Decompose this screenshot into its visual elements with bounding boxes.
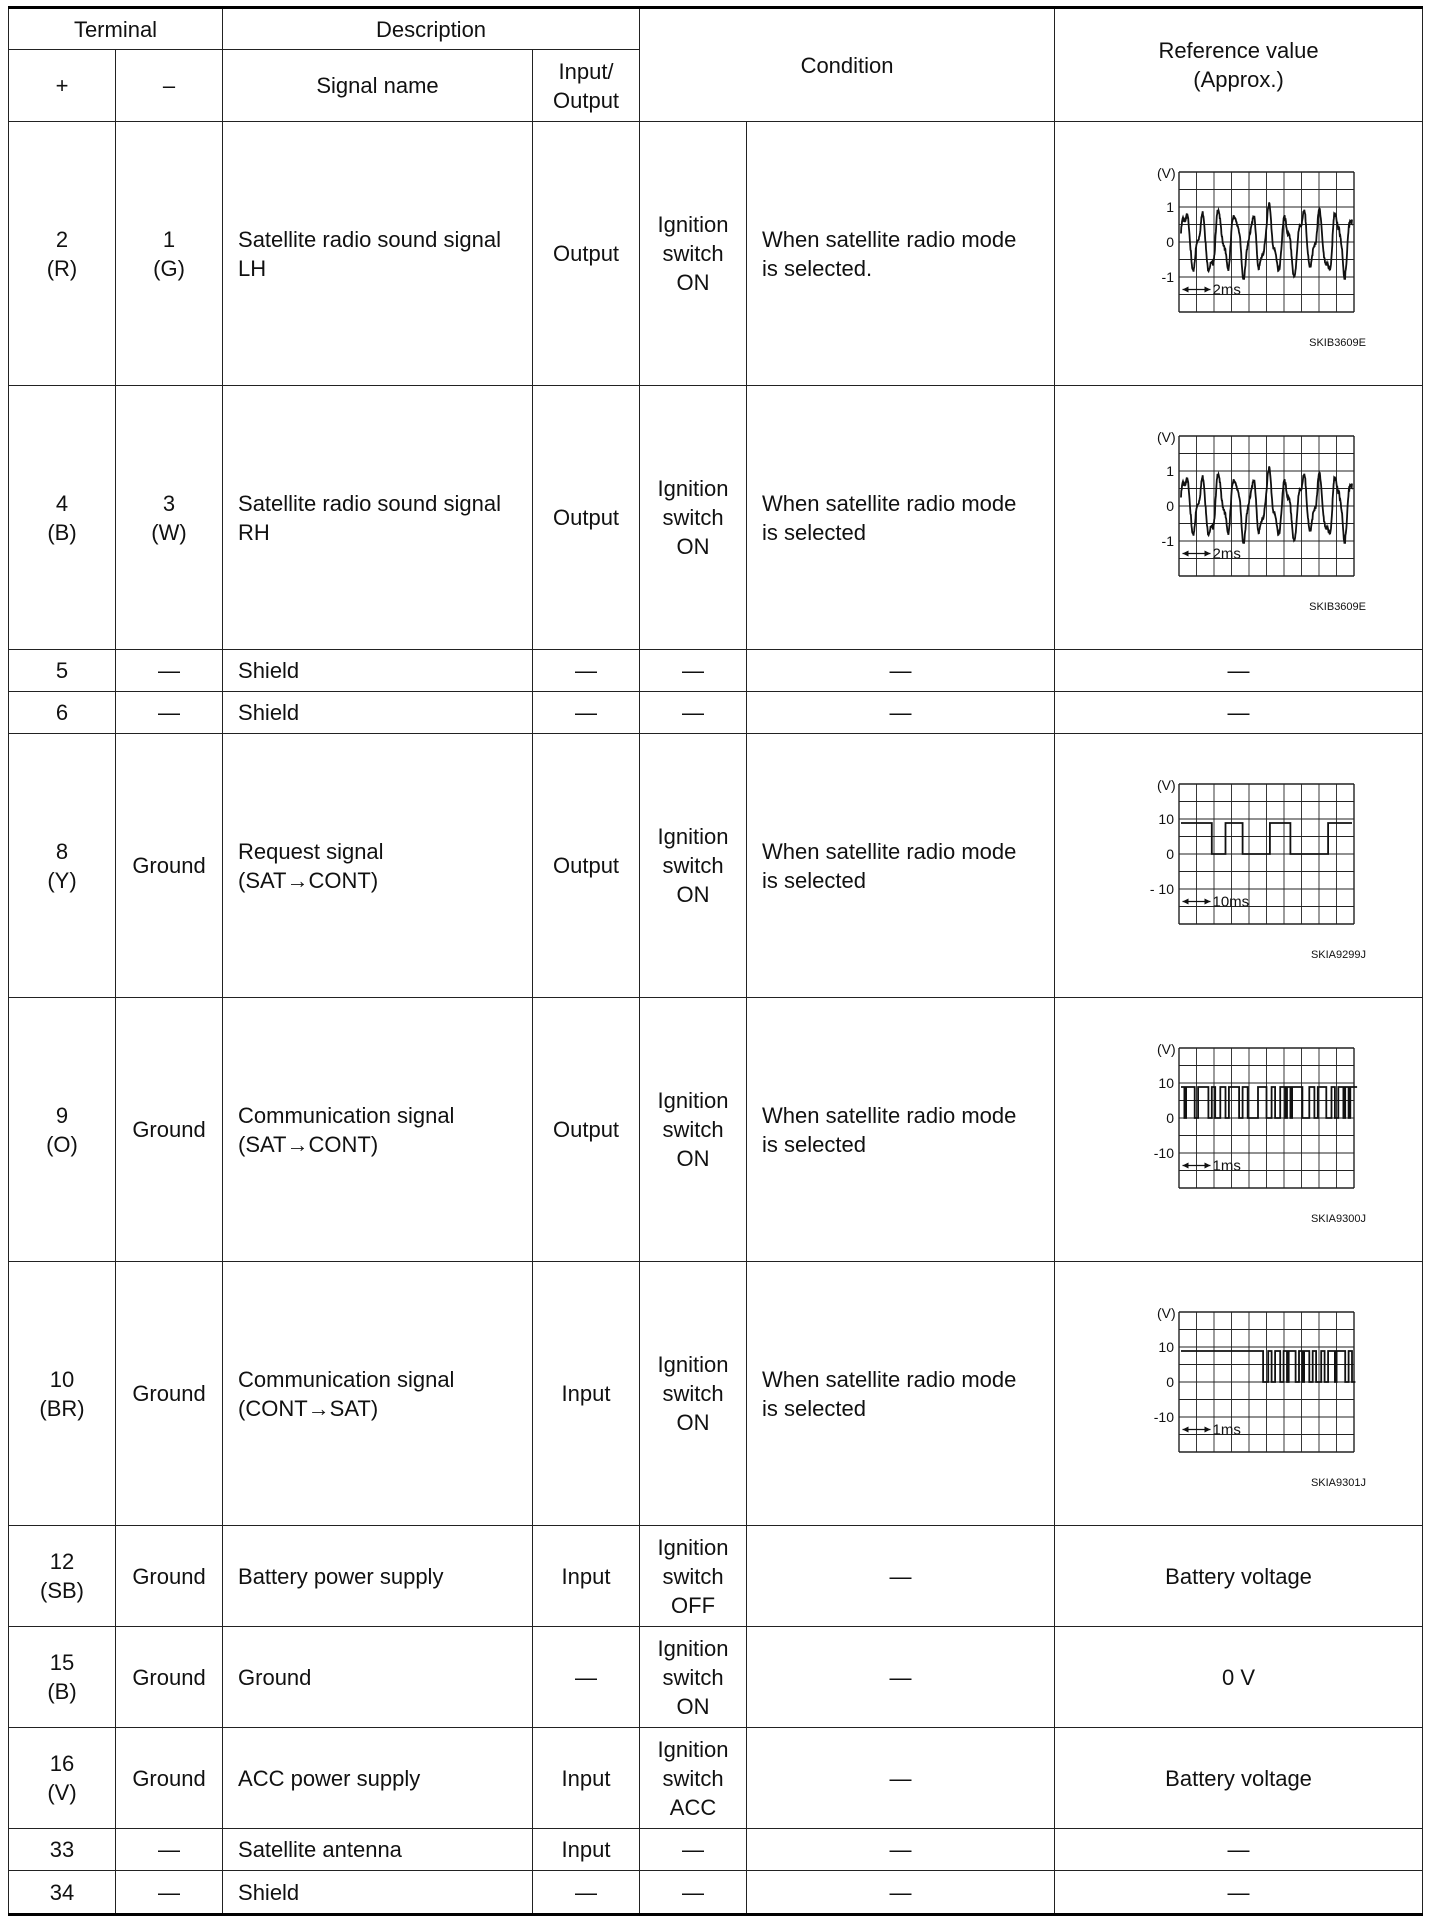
y-tick-label: 10 xyxy=(1157,810,1174,827)
waveform-trace xyxy=(1181,1087,1357,1118)
condition-cell: — xyxy=(747,650,1055,692)
reference-value-cell: — xyxy=(1055,1829,1423,1871)
terminal-plus-cell: 4 (B) xyxy=(9,386,116,650)
reference-value-cell: Battery voltage xyxy=(1055,1728,1423,1829)
terminal-plus-cell: 12 (SB) xyxy=(9,1526,116,1627)
condition-cell: — xyxy=(747,1829,1055,1871)
ignition-switch-cell: Ignition switch ON xyxy=(640,1627,747,1728)
terminal-minus-cell: 1 (G) xyxy=(116,122,223,386)
signal-name-cell: Ground xyxy=(223,1627,533,1728)
arrow-head-right xyxy=(1204,550,1210,556)
signal-name-cell: Shield xyxy=(223,1871,533,1915)
y-tick-label: 1 xyxy=(1165,198,1174,215)
signal-name-cell: Satellite radio sound signal RH xyxy=(223,386,533,650)
reference-value-cell xyxy=(1055,386,1423,650)
figure-code: SKIA9300J xyxy=(1310,1212,1366,1225)
arrow-head-right xyxy=(1204,898,1210,904)
input-output-cell: Input xyxy=(533,1526,640,1627)
reference-waveform xyxy=(1109,766,1369,966)
condition-cell: — xyxy=(747,1526,1055,1627)
figure-code: SKIA9299J xyxy=(1310,948,1366,961)
terminal-header: Terminal xyxy=(9,8,223,50)
signal-name-cell: Communication signal (CONT→SAT) xyxy=(223,1262,533,1526)
terminal-plus-cell: 16 (V) xyxy=(9,1728,116,1829)
reference-value-cell: Battery voltage xyxy=(1055,1526,1423,1627)
input-output-cell: Output xyxy=(533,998,640,1262)
y-tick-label: 10 xyxy=(1157,1074,1174,1091)
table-row xyxy=(9,734,1423,998)
reference-value-cell: — xyxy=(1055,650,1423,692)
terminal-plus-cell: 15 (B) xyxy=(9,1627,116,1728)
reference-waveform xyxy=(1109,1030,1369,1230)
table-row xyxy=(9,1526,1423,1627)
input-output-cell: Output xyxy=(533,734,640,998)
reference-value-cell xyxy=(1055,122,1423,386)
signal-name-header: Signal name xyxy=(223,50,533,122)
figure-code: SKIA9301J xyxy=(1310,1476,1366,1489)
arrow-head-right xyxy=(1204,1162,1210,1168)
signal-name-cell: Battery power supply xyxy=(223,1526,533,1627)
signal-name-cell: ACC power supply xyxy=(223,1728,533,1829)
waveform-trace xyxy=(1181,1351,1355,1382)
terminal-plus-cell: 9 (O) xyxy=(9,998,116,1262)
reference-value-cell xyxy=(1055,998,1423,1262)
io-header: Input/ Output xyxy=(533,50,640,122)
reference-value-cell: — xyxy=(1055,1871,1423,1915)
y-unit-label: (V) xyxy=(1156,1304,1176,1321)
minus-header: – xyxy=(116,50,223,122)
reference-value-cell xyxy=(1055,734,1423,998)
y-tick-label: 0 xyxy=(1165,1109,1174,1126)
condition-cell: — xyxy=(747,692,1055,734)
y-tick-label: - 10 xyxy=(1149,880,1174,897)
table-body xyxy=(9,122,1423,1915)
condition-cell: When satellite radio mode is selected xyxy=(747,386,1055,650)
y-tick-label: -10 xyxy=(1153,1408,1174,1425)
terminal-plus-cell: 34 xyxy=(9,1871,116,1915)
y-tick-label: 0 xyxy=(1165,233,1174,250)
terminal-minus-cell: — xyxy=(116,650,223,692)
condition-cell: — xyxy=(747,1728,1055,1829)
ignition-switch-cell: Ignition switch OFF xyxy=(640,1526,747,1627)
signal-name-cell: Shield xyxy=(223,692,533,734)
y-tick-label: 0 xyxy=(1165,1373,1174,1390)
reference-header: Reference value (Approx.) xyxy=(1055,8,1423,122)
table-row xyxy=(9,1871,1423,1915)
input-output-cell: Input xyxy=(533,1829,640,1871)
table-row xyxy=(9,1829,1423,1871)
y-unit-label: (V) xyxy=(1156,428,1176,445)
terminal-minus-cell: — xyxy=(116,692,223,734)
signal-name-cell: Shield xyxy=(223,650,533,692)
terminal-minus-cell: Ground xyxy=(116,1526,223,1627)
y-tick-label: 1 xyxy=(1165,462,1174,479)
input-output-cell: — xyxy=(533,1627,640,1728)
reference-value-cell: — xyxy=(1055,692,1423,734)
time-scale-label: 1ms xyxy=(1212,1421,1241,1438)
condition-header: Condition xyxy=(640,8,1055,122)
terminal-plus-cell: 8 (Y) xyxy=(9,734,116,998)
y-tick-label: 0 xyxy=(1165,497,1174,514)
condition-cell: When satellite radio mode is selected xyxy=(747,734,1055,998)
table-row xyxy=(9,386,1423,650)
terminal-minus-cell: 3 (W) xyxy=(116,386,223,650)
y-unit-label: (V) xyxy=(1156,164,1176,181)
table-row xyxy=(9,692,1423,734)
figure-code: SKIB3609E xyxy=(1308,336,1366,349)
input-output-cell: Output xyxy=(533,386,640,650)
arrow-head-left xyxy=(1182,898,1188,904)
terminal-minus-cell: — xyxy=(116,1829,223,1871)
terminal-plus-cell: 10 (BR) xyxy=(9,1262,116,1526)
reference-waveform xyxy=(1109,418,1369,618)
reference-waveform xyxy=(1109,1294,1369,1494)
terminal-minus-cell: — xyxy=(116,1871,223,1915)
plus-header: + xyxy=(9,50,116,122)
arrow-head-left xyxy=(1182,550,1188,556)
input-output-cell: — xyxy=(533,650,640,692)
time-scale-label: 2ms xyxy=(1212,545,1241,562)
signal-name-cell: Communication signal (SAT→CONT) xyxy=(223,998,533,1262)
terminal-minus-cell: Ground xyxy=(116,734,223,998)
terminal-plus-cell: 2 (R) xyxy=(9,122,116,386)
input-output-cell: — xyxy=(533,1871,640,1915)
ignition-switch-cell: Ignition switch ON xyxy=(640,386,747,650)
ignition-switch-cell: — xyxy=(640,692,747,734)
reference-value-cell: 0 V xyxy=(1055,1627,1423,1728)
arrow-head-left xyxy=(1182,1162,1188,1168)
condition-cell: — xyxy=(747,1627,1055,1728)
y-tick-label: -1 xyxy=(1161,532,1174,549)
reference-value-cell xyxy=(1055,1262,1423,1526)
condition-cell: When satellite radio mode is selected xyxy=(747,1262,1055,1526)
condition-cell: When satellite radio mode is selected xyxy=(747,998,1055,1262)
terminal-minus-cell: Ground xyxy=(116,1728,223,1829)
arrow-head-left xyxy=(1182,286,1188,292)
time-scale-label: 2ms xyxy=(1212,281,1241,298)
ignition-switch-cell: Ignition switch ON xyxy=(640,734,747,998)
table-row xyxy=(9,1262,1423,1526)
ignition-switch-cell: Ignition switch ON xyxy=(640,122,747,386)
header-row-1 xyxy=(9,8,1423,50)
condition-cell: When satellite radio mode is selected. xyxy=(747,122,1055,386)
signal-name-cell: Satellite antenna xyxy=(223,1829,533,1871)
ignition-switch-cell: — xyxy=(640,1871,747,1915)
terminal-minus-cell: Ground xyxy=(116,1262,223,1526)
signal-name-cell: Satellite radio sound signal LH xyxy=(223,122,533,386)
description-header: Description xyxy=(223,8,640,50)
table-row xyxy=(9,1627,1423,1728)
terminal-minus-cell: Ground xyxy=(116,998,223,1262)
ignition-switch-cell: — xyxy=(640,1829,747,1871)
terminal-spec-table xyxy=(8,6,1423,1916)
table-row xyxy=(9,998,1423,1262)
table-row xyxy=(9,650,1423,692)
table-row xyxy=(9,122,1423,386)
y-tick-label: -1 xyxy=(1161,268,1174,285)
ignition-switch-cell: Ignition switch ACC xyxy=(640,1728,747,1829)
terminal-plus-cell: 33 xyxy=(9,1829,116,1871)
y-unit-label: (V) xyxy=(1156,776,1176,793)
terminal-plus-cell: 5 xyxy=(9,650,116,692)
reference-waveform xyxy=(1109,154,1369,354)
ignition-switch-cell: Ignition switch ON xyxy=(640,998,747,1262)
ignition-switch-cell: — xyxy=(640,650,747,692)
terminal-minus-cell: Ground xyxy=(116,1627,223,1728)
signal-name-cell: Request signal (SAT→CONT) xyxy=(223,734,533,998)
input-output-cell: — xyxy=(533,692,640,734)
y-unit-label: (V) xyxy=(1156,1040,1176,1057)
y-tick-label: 0 xyxy=(1165,845,1174,862)
input-output-cell: Output xyxy=(533,122,640,386)
table-row xyxy=(9,1728,1423,1829)
terminal-plus-cell: 6 xyxy=(9,692,116,734)
ignition-switch-cell: Ignition switch ON xyxy=(640,1262,747,1526)
arrow-head-right xyxy=(1204,1426,1210,1432)
time-scale-label: 1ms xyxy=(1212,1157,1241,1174)
input-output-cell: Input xyxy=(533,1262,640,1526)
arrow-head-right xyxy=(1204,286,1210,292)
input-output-cell: Input xyxy=(533,1728,640,1829)
y-tick-label: 10 xyxy=(1157,1338,1174,1355)
time-scale-label: 10ms xyxy=(1212,893,1249,910)
arrow-head-left xyxy=(1182,1426,1188,1432)
figure-code: SKIB3609E xyxy=(1308,600,1366,613)
condition-cell: — xyxy=(747,1871,1055,1915)
y-tick-label: -10 xyxy=(1153,1144,1174,1161)
